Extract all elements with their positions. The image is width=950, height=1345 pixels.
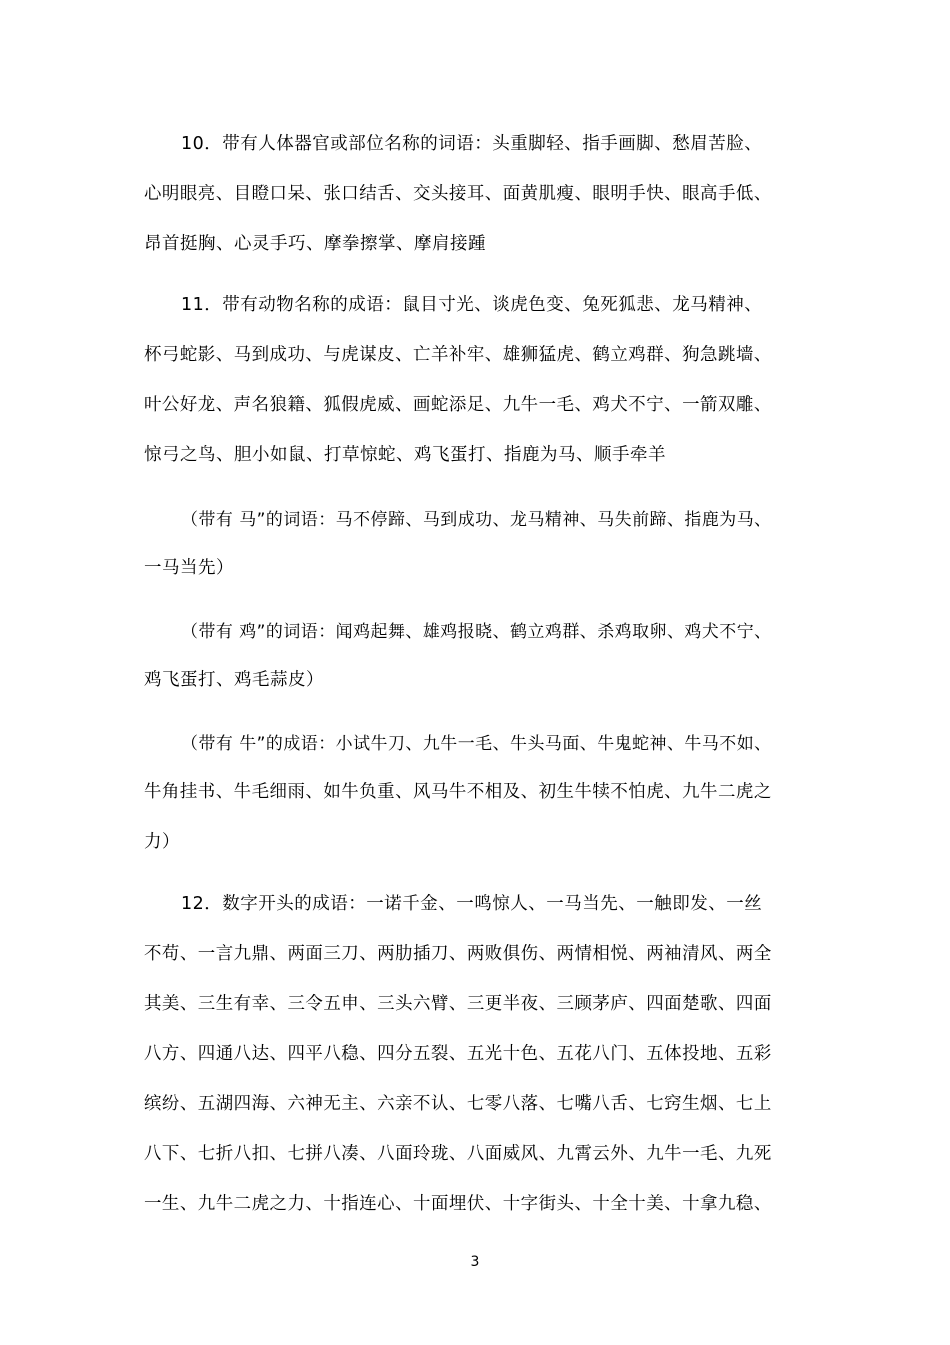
text-line: 一马当先）: [144, 558, 234, 578]
text-line: 杯弓蛇影、马到成功、与虎谋皮、亡羊补牢、雄狮猛虎、鹤立鸡群、狗急跳墙、: [144, 345, 772, 365]
text-line: 10．带有人体器官或部位名称的词语：头重脚轻、指手画脚、愁眉苦脸、: [181, 134, 763, 154]
text-line: 惊弓之鸟、胆小如鼠、打草惊蛇、鸡飞蛋打、指鹿为马、顺手牵羊: [144, 445, 666, 465]
text-line: 昂首挺胸、心灵手巧、摩拳擦掌、摩肩接踵: [144, 234, 486, 254]
text-line: （带有 鸡”的词语：闻鸡起舞、雄鸡报晓、鹤立鸡群、杀鸡取卵、鸡犬不宁、: [181, 621, 772, 641]
text-line: 心明眼亮、目瞪口呆、张口结舌、交头接耳、面黄肌瘦、眼明手快、眼高手低、: [144, 184, 772, 204]
text-line: 不苟、一言九鼎、两面三刀、两肋插刀、两败俱伤、两情相悦、两袖清风、两全: [144, 944, 772, 964]
page-number: 3: [470, 1254, 480, 1270]
text-line: 12．数字开头的成语：一诺千金、一鸣惊人、一马当先、一触即发、一丝: [181, 894, 763, 914]
text-line: 其美、三生有幸、三令五申、三头六臂、三更半夜、三顾茅庐、四面楚歌、四面: [144, 994, 772, 1014]
text-line: 缤纷、五湖四海、六神无主、六亲不认、七零八落、七嘴八舌、七窍生烟、七上: [144, 1094, 772, 1114]
text-line: 八下、七折八扣、七拼八凑、八面玲珑、八面威风、九霄云外、九牛一毛、九死: [144, 1144, 772, 1164]
text-line: 11．带有动物名称的成语：鼠目寸光、谈虎色变、兔死狐悲、龙马精神、: [181, 295, 763, 315]
text-line: 牛角挂书、牛毛细雨、如牛负重、风马牛不相及、初生牛犊不怕虎、九牛二虎之: [144, 782, 772, 802]
text-line: 叶公好龙、声名狼籍、狐假虎威、画蛇添足、九牛一毛、鸡犬不宁、一箭双雕、: [144, 395, 772, 415]
text-line: 力）: [144, 832, 180, 852]
text-line: （带有 牛”的成语：小试牛刀、九牛一毛、牛头马面、牛鬼蛇神、牛马不如、: [181, 733, 772, 753]
text-line: 鸡飞蛋打、鸡毛蒜皮）: [144, 670, 324, 690]
text-line: 一生、九牛二虎之力、十指连心、十面埋伏、十字街头、十全十美、十拿九稳、: [144, 1194, 772, 1214]
text-line: （带有 马”的词语：马不停蹄、马到成功、龙马精神、马失前蹄、指鹿为马、: [181, 509, 772, 529]
text-line: 八方、四通八达、四平八稳、四分五裂、五光十色、五花八门、五体投地、五彩: [144, 1044, 772, 1064]
